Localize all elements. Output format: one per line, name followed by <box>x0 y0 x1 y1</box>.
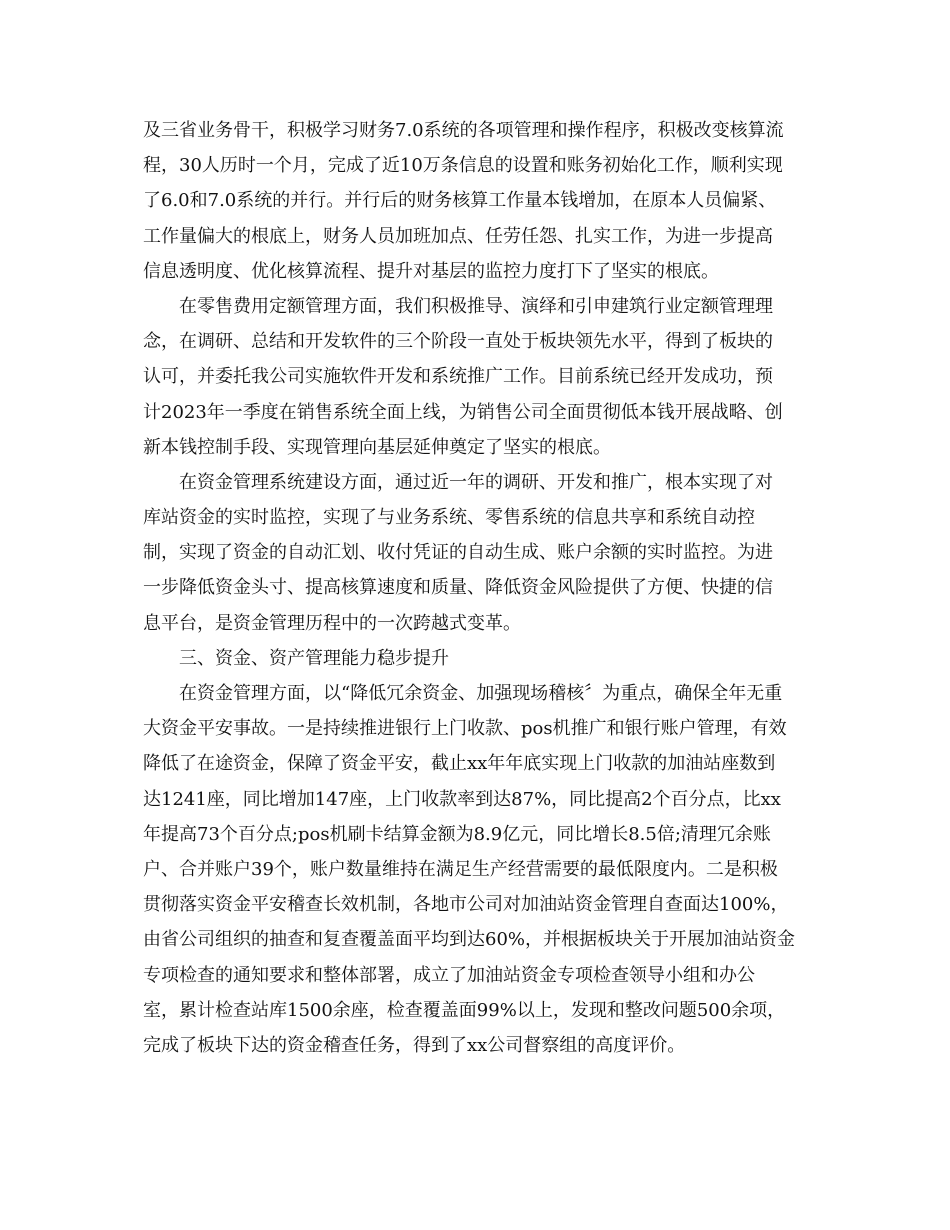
paragraph-line: 达1241座，同比增加147座，上门收款率到达87%，同比提高2个百分点，比xx <box>143 788 781 810</box>
paragraph-line: 库站资金的实时监控，实现了与业务系统、零售系统的信息共享和系统自动控 <box>143 507 755 529</box>
paragraph-line: 完成了板块下达的资金稽查任务，得到了xx公司督察组的高度评价。 <box>143 1034 686 1056</box>
paragraph-line: 贯彻落实资金平安稽查长效机制，各地市公司对加油站资金管理自查面达100%， <box>143 894 789 916</box>
paragraph-line: 户、合并账户39个，账户数量维持在满足生产经营需要的最低限度内。二是积极 <box>143 858 778 880</box>
paragraph-line: 工作量偏大的根底上，财务人员加班加点、任劳任怨、扎实工作，为进一步提高 <box>143 225 773 247</box>
paragraph-line: 在零售费用定额管理方面，我们积极推导、演绎和引申建筑行业定额管理理 <box>179 295 773 317</box>
paragraph-line: 专项检查的通知要求和整体部署，成立了加油站资金专项检查领导小组和办公 <box>143 964 755 986</box>
paragraph-line: 了6.0和7.0系统的并行。并行后的财务核算工作量本钱增加，在原本人员偏紧、 <box>143 190 777 212</box>
paragraph-line: 制，实现了资金的自动汇划、收付凭证的自动生成、账户余额的实时监控。为进 <box>143 542 773 564</box>
paragraph-line: 信息透明度、优化核算流程、提升对基层的监控力度打下了坚实的根底。 <box>143 260 719 282</box>
paragraph-line: 大资金平安事故。一是持续推进银行上门收款、pos机推广和银行账户管理，有效 <box>143 718 787 740</box>
paragraph-line: 新本钱控制手段、实现管理向基层延伸奠定了坚实的根底。 <box>143 436 611 458</box>
paragraph-line: 由省公司组织的抽查和复查覆盖面平均到达60%，并根据板块关于开展加油站资金 <box>143 929 796 951</box>
paragraph-line: 念，在调研、总结和开发软件的三个阶段一直处于板块领先水平，得到了板块的 <box>143 331 773 353</box>
paragraph-line: 认可，并委托我公司实施软件开发和系统推广工作。目前系统已经开发成功，预 <box>143 366 773 388</box>
section-heading: 三、资金、资产管理能力稳步提升 <box>179 647 449 669</box>
paragraph-line: 室，累计检查站库1500余座，检查覆盖面99%以上，发现和整改问题500余项， <box>143 999 786 1021</box>
paragraph-line: 在资金管理方面，以“降低冗余资金、加强现场稽核〞为重点，确保全年无重 <box>179 683 783 704</box>
paragraph-line: 及三省业务骨干，积极学习财务7.0系统的各项管理和操作程序，积极改变核算流 <box>143 120 784 141</box>
paragraph-line: 降低了在途资金，保障了资金平安，截止xx年年底实现上门收款的加油站座数到 <box>143 753 776 775</box>
paragraph-line: 程，30人历时一个月，完成了近10万条信息的设置和账务初始化工作，顺利实现 <box>143 155 783 177</box>
paragraph-line: 计2023年一季度在销售系统全面上线，为销售公司全面贯彻低本钱开展战略、创 <box>143 401 783 423</box>
paragraph-line: 年提高73个百分点;pos机刷卡结算金额为8.9亿元，同比增长8.5倍;清理冗余账 <box>143 823 771 845</box>
paragraph-line: 在资金管理系统建设方面，通过近一年的调研、开发和推广，根本实现了对 <box>179 471 773 493</box>
document-body <box>143 113 823 1063</box>
paragraph-line: 息平台，是资金管理历程中的一次跨越式变革。 <box>143 612 521 634</box>
paragraph-line: 一步降低资金头寸、提高核算速度和质量、降低资金风险提供了方便、快捷的信 <box>143 577 773 599</box>
